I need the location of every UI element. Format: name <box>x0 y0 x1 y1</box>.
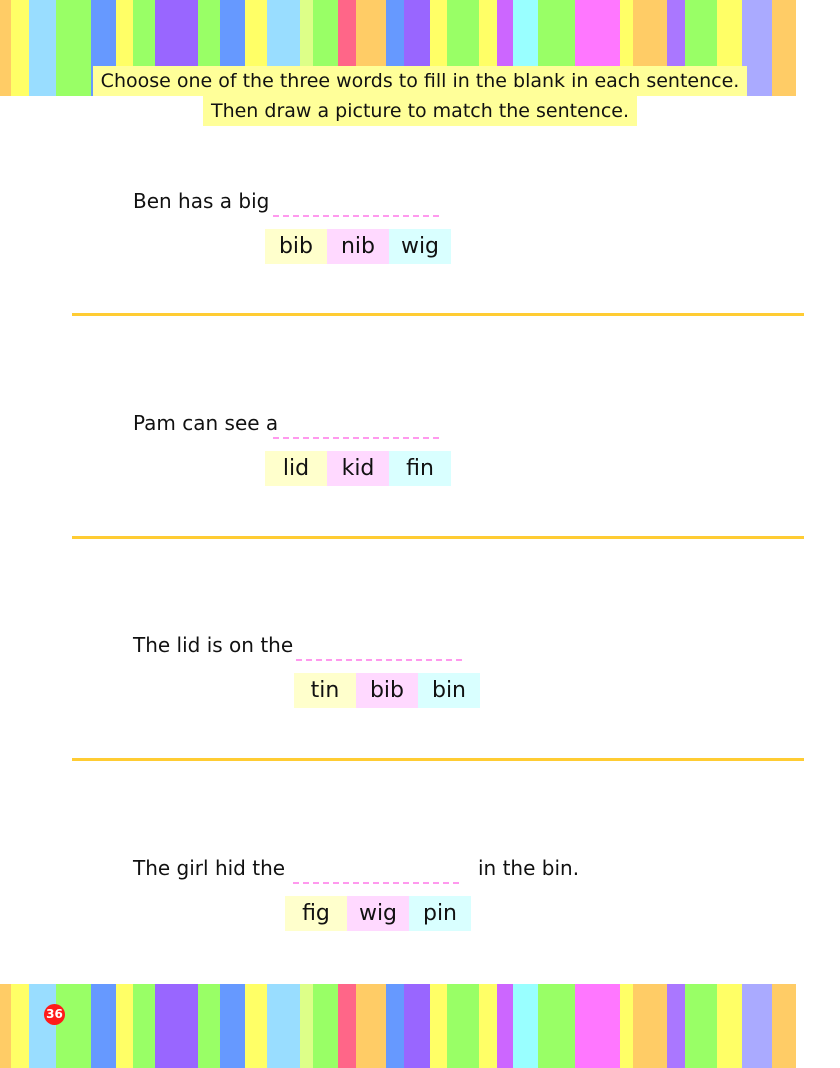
answer-blank[interactable] <box>273 437 439 439</box>
stripe <box>29 984 56 1068</box>
divider-line <box>72 536 804 539</box>
word-choice[interactable]: nib <box>327 229 389 264</box>
stripe <box>447 984 479 1068</box>
stripe <box>386 984 404 1068</box>
stripe <box>11 984 29 1068</box>
stripe <box>497 984 513 1068</box>
stripe <box>245 984 267 1068</box>
stripe <box>313 984 338 1068</box>
stripe <box>667 984 685 1068</box>
stripe <box>300 984 313 1068</box>
stripe <box>404 984 430 1068</box>
page-number-badge: 36 <box>44 1004 65 1025</box>
stripe <box>338 984 356 1068</box>
stripe <box>513 984 538 1068</box>
exercise-item-1 <box>0 189 840 349</box>
stripe <box>155 984 198 1068</box>
instructions <box>0 66 840 126</box>
word-choices <box>294 673 480 708</box>
instruction-line-1: Choose one of the three words to fill in the blank in each sentence. <box>93 66 748 96</box>
answer-blank[interactable] <box>293 882 459 884</box>
word-choice[interactable]: bib <box>356 673 418 708</box>
stripe <box>267 984 300 1068</box>
stripe <box>575 984 620 1068</box>
sentence-text: The lid is on the <box>133 633 294 657</box>
word-choice[interactable]: pin <box>409 896 471 931</box>
word-choice[interactable]: wig <box>389 229 451 264</box>
stripe <box>772 984 796 1068</box>
exercise-item-3 <box>0 633 840 793</box>
stripe <box>133 984 155 1068</box>
stripe <box>430 984 447 1068</box>
stripe <box>717 984 742 1068</box>
word-choice[interactable]: fig <box>285 896 347 931</box>
stripe <box>538 984 575 1068</box>
word-choice[interactable]: tin <box>294 673 356 708</box>
instruction-line-2: Then draw a picture to match the sentence. <box>203 96 637 126</box>
stripe <box>56 984 91 1068</box>
word-choice[interactable]: kid <box>327 451 389 486</box>
stripe <box>633 984 667 1068</box>
sentence-text: Ben has a big <box>133 189 270 213</box>
sentence-ending: in the bin. <box>478 856 580 880</box>
bottom-stripe-border <box>0 984 840 1068</box>
word-choice[interactable]: fin <box>389 451 451 486</box>
word-choice[interactable]: bin <box>418 673 480 708</box>
stripe <box>91 984 116 1068</box>
word-choice[interactable]: bib <box>265 229 327 264</box>
stripe <box>620 984 633 1068</box>
word-choices <box>285 896 471 931</box>
stripe <box>116 984 133 1068</box>
stripe <box>220 984 245 1068</box>
word-choice[interactable]: lid <box>265 451 327 486</box>
stripe <box>742 984 772 1068</box>
sentence-text: Pam can see a <box>133 411 279 435</box>
stripe <box>356 984 386 1068</box>
divider-line <box>72 758 804 761</box>
sentence-text: The girl hid the <box>133 856 286 880</box>
stripe <box>685 984 717 1068</box>
stripe <box>0 984 11 1068</box>
stripe <box>198 984 220 1068</box>
divider-line <box>72 313 804 316</box>
word-choice[interactable]: wig <box>347 896 409 931</box>
word-choices <box>265 451 451 486</box>
word-choices <box>265 229 451 264</box>
answer-blank[interactable] <box>273 215 439 217</box>
answer-blank[interactable] <box>296 659 462 661</box>
stripe <box>479 984 497 1068</box>
exercise-item-2 <box>0 411 840 571</box>
